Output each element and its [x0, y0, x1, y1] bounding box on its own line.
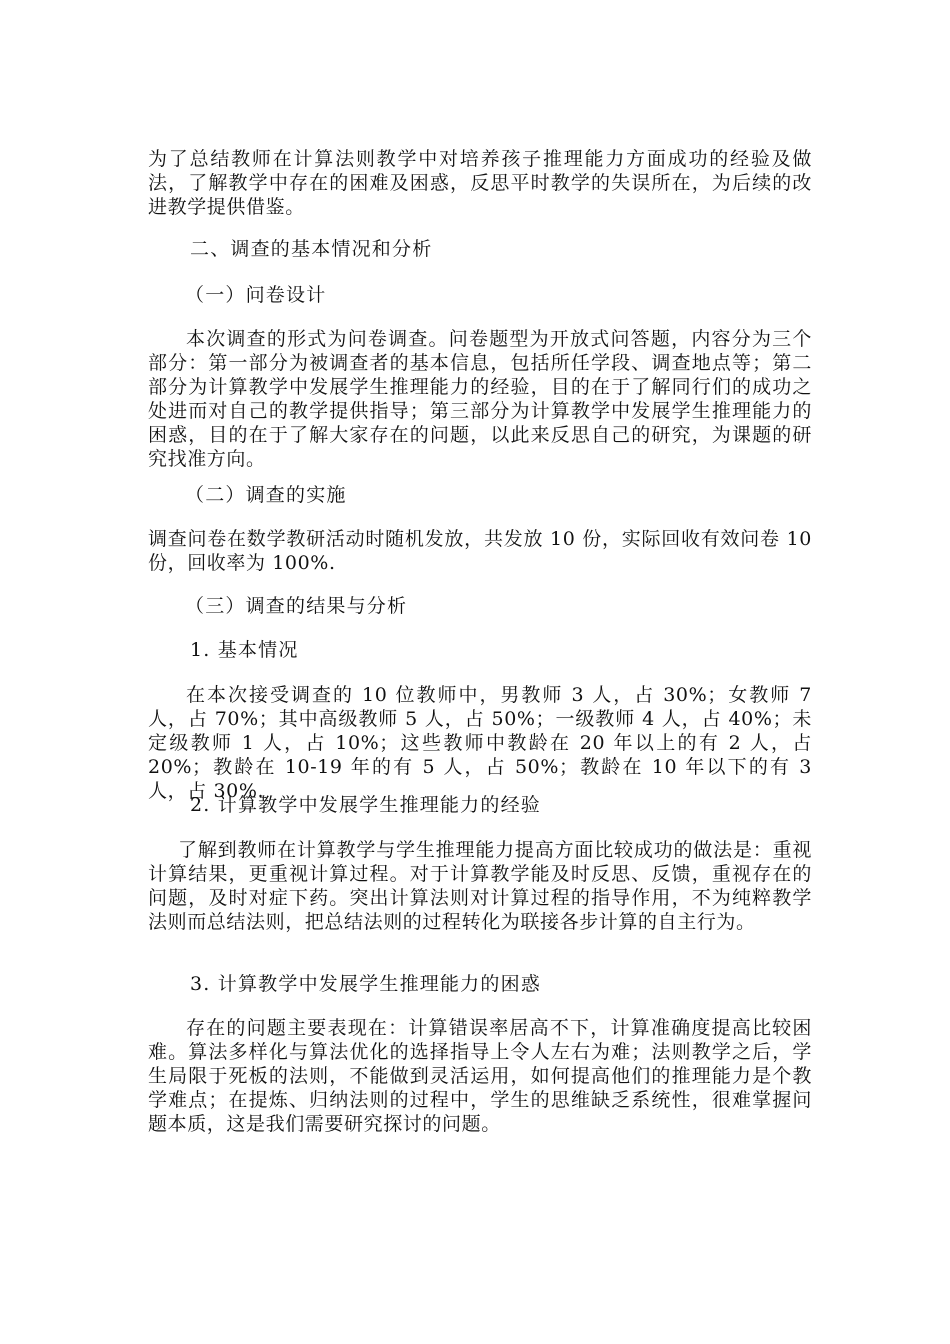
paragraph-experience: 了解到教师在计算教学与学生推理能力提高方面比较成功的做法是：重视计算结果，更重视计算过程。对于计算教学能及时反思、反馈，重视存在的问题，及时对症下药。突出计算法则对计算过程的指导作用，不为纯粹教学法则而总结法则，把总结法则的过程转化为联接各步计算的自主行为。	[148, 839, 812, 933]
paragraph-implement: 调查问卷在数学教研活动时随机发放，共发放 10 份，实际回收有效问卷 10 份，回收率为 100%.	[148, 528, 812, 574]
item-heading-experience: 2. 计算教学中发展学生推理能力的经验	[190, 794, 541, 816]
subsection-heading-results: （三）调查的结果与分析	[185, 595, 408, 617]
item-heading-basic: 1. 基本情况	[190, 639, 299, 661]
paragraph-confusion: 存在的问题主要表现在：计算错误率居高不下，计算准确度提高比较困难。算法多样化与算法优化的选择指导上令人左右为难；法则教学之后，学生局限于死板的法则，不能做到灵活运用，如何提高他们的推理能力是个教学难点；在提炼、归纳法则的过程中，学生的思维缺乏系统性，很难掌握问题本质，这是我们需要研究探讨的问题。	[148, 1017, 812, 1135]
subsection-heading-implement: （二）调查的实施	[185, 484, 347, 506]
subsection-heading-design: （一）问卷设计	[185, 284, 327, 306]
paragraph-intro: 为了总结教师在计算法则教学中对培养孩子推理能力方面成功的经验及做法，了解教学中存在的困难及困惑，反思平时教学的失误所在，为后续的改进教学提供借鉴。	[148, 148, 812, 218]
paragraph-basic: 在本次接受调查的 10 位教师中，男教师 3 人，占 30%；女教师 7 人，占 70%；其中高级教师 5 人，占 50%；一级教师 4 人，占 40%；未定级教师 1 人，占 10%；这些教师中教龄在 20 年以上的有 2 人，占 20%；教龄在 10-19 年的有 5 人，占 50%；教龄在 10 年以下的有 3 人，占 30%.	[148, 684, 812, 802]
section-heading-2: 二、调查的基本情况和分析	[190, 238, 433, 260]
paragraph-design: 本次调查的形式为问卷调查。问卷题型为开放式问答题，内容分为三个部分：第一部分为被调查者的基本信息，包括所任学段、调查地点等；第二部分为计算教学中发展学生推理能力的经验，目的在于了解同行们的成功之处进而对自己的教学提供指导；第三部分为计算教学中发展学生推理能力的困惑，目的在于了解大家存在的问题，以此来反思自己的研究，为课题的研究找准方向。	[148, 328, 812, 470]
item-heading-confusion: 3. 计算教学中发展学生推理能力的困惑	[190, 973, 541, 995]
